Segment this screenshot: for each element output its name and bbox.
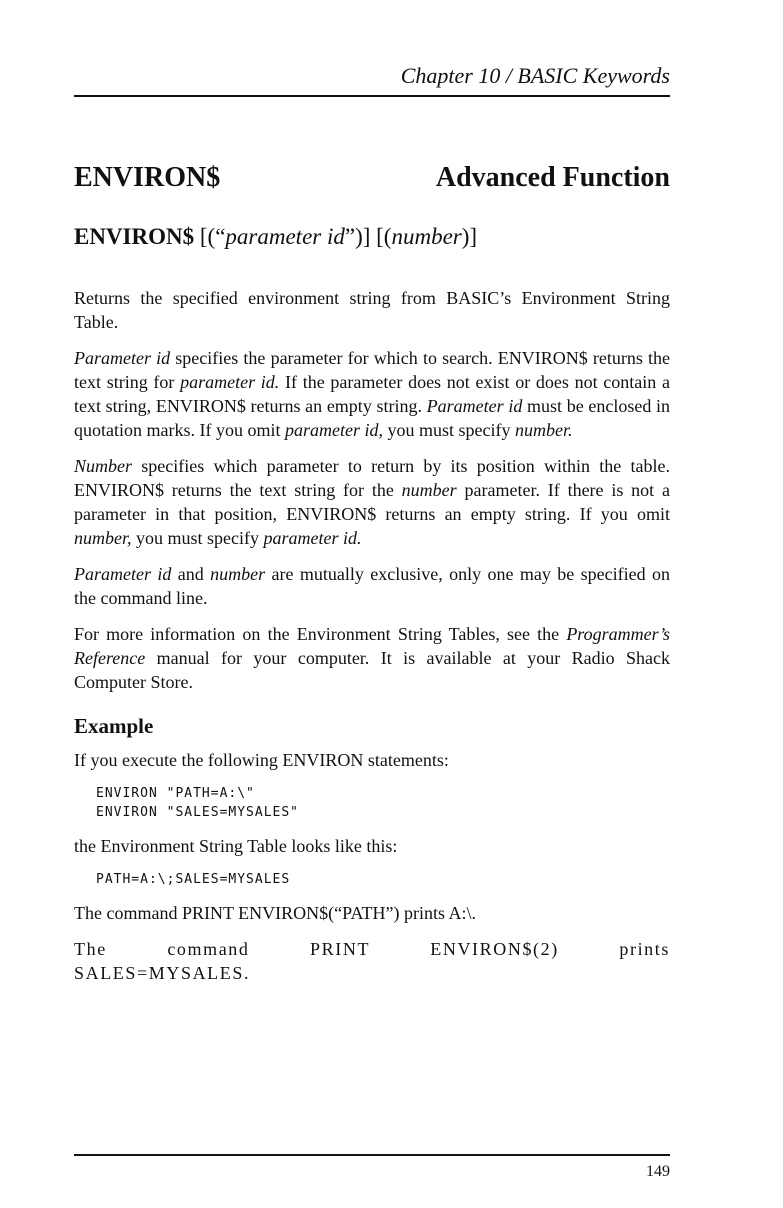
em-text: parameter id.: [263, 528, 362, 548]
example-after: the Environment String Table looks like this:: [74, 836, 398, 856]
body-text: If the parameter does not exist or does not contain a text string, ENVIRON$ returns an empty string.: [74, 372, 670, 416]
entry-title: [74, 160, 670, 196]
example-heading: Example: [74, 714, 154, 738]
em-text: Parameter id: [74, 564, 172, 584]
body-text: you must specify: [131, 528, 264, 548]
code-line: ENVIRON "PATH=A:\": [96, 786, 255, 801]
body-text: parameter. If there is not a parameter in that position, ENVIRON$ returns an empty string. If you omit: [74, 480, 670, 524]
em-text: Number: [74, 456, 132, 476]
page-number: 149: [646, 1163, 670, 1180]
syntax-number: number: [391, 224, 462, 249]
syntax-bracket-open: [(“: [194, 224, 226, 249]
manual-page: [74, 0, 670, 1208]
example-result-number: The command PRINT ENVIRON$(2) prints SALES=MYSALES.: [74, 939, 670, 983]
paragraph-exclusive: [74, 562, 670, 610]
keyword-title: ENVIRON$: [74, 162, 221, 193]
em-text: Programmer’s Reference: [74, 624, 670, 668]
syntax-line: [74, 222, 477, 252]
body-text: specifies which parameter to return by its position within the table. ENVIRON$ returns the text string for the: [74, 456, 670, 500]
body-text: For more information on the Environment String Tables, see the: [74, 624, 567, 644]
body-text: and: [171, 564, 211, 584]
code-block-table: [96, 870, 670, 889]
example-intro: If you execute the following ENVIRON statements:: [74, 750, 449, 770]
entry-body: [74, 286, 670, 997]
body-text: manual for your computer. It is available at your Radio Shack Computer Store.: [74, 648, 670, 692]
code-block-statements: [96, 784, 670, 822]
body-text: you must specify: [382, 420, 515, 440]
footer-rule: [74, 1154, 670, 1156]
code-line: PATH=A:\;SALES=MYSALES: [96, 872, 291, 887]
em-text: Parameter id: [426, 396, 523, 416]
body-text: specifies the parameter for which to search. ENVIRON$ returns the text string for: [74, 348, 670, 392]
em-text: Parameter id: [74, 348, 171, 368]
body-text: must be enclosed in quotation marks. If you omit: [74, 396, 671, 440]
syntax-param: parameter id: [225, 224, 345, 249]
em-text: number: [401, 480, 457, 500]
keyword-category: Advanced Function: [435, 162, 670, 193]
header-rule: [74, 95, 670, 97]
paragraph-number: [74, 454, 670, 550]
em-text: parameter id,: [284, 420, 383, 440]
paragraph-parameter-id: [74, 346, 670, 442]
em-text: number,: [74, 528, 132, 548]
code-line: ENVIRON "SALES=MYSALES": [96, 805, 300, 820]
em-text: number.: [514, 420, 573, 440]
syntax-bracket-mid: ”)] [(: [344, 224, 392, 249]
paragraph-description: Returns the specified environment string from BASIC’s Environment String Table.: [74, 288, 670, 332]
syntax-keyword: ENVIRON$: [74, 224, 195, 249]
em-text: parameter id.: [180, 372, 280, 392]
syntax-bracket-close: )]: [461, 224, 478, 249]
running-head: Chapter 10 / BASIC Keywords: [400, 63, 670, 88]
em-text: number: [210, 564, 266, 584]
body-text: are mutually exclusive, only one may be specified on the command line.: [74, 564, 670, 608]
example-result-path: The command PRINT ENVIRON$(“PATH”) prints A:\.: [74, 903, 476, 923]
paragraph-more-info: [74, 622, 670, 694]
